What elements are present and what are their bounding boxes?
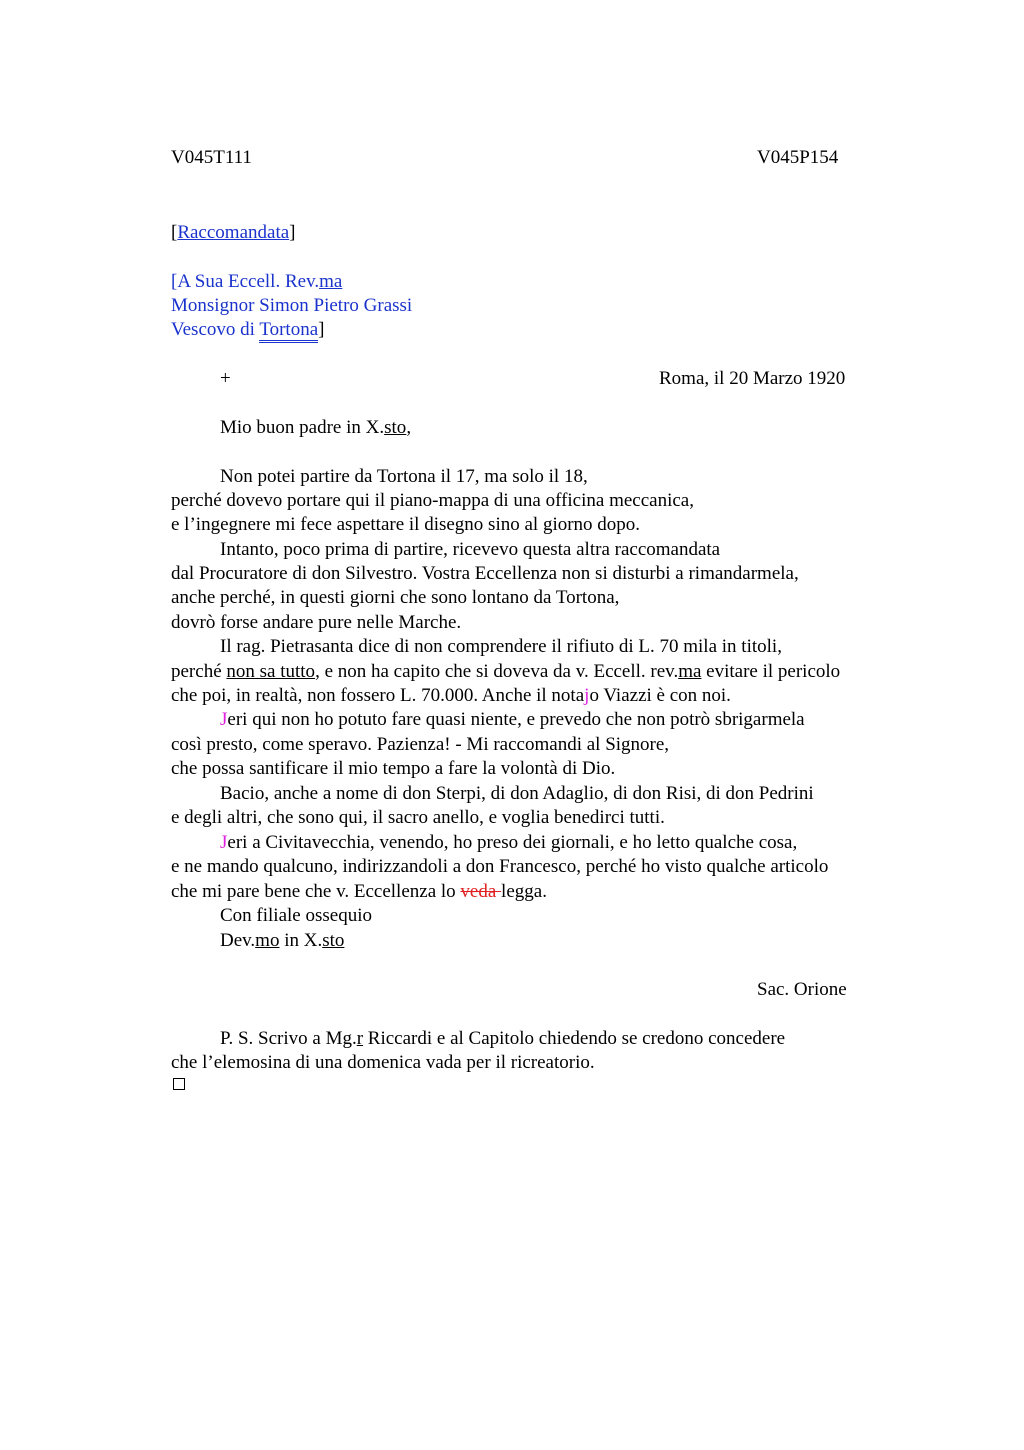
body-line bbox=[171, 660, 840, 684]
body-line: e degli altri, che sono qui, il sacro anello, e voglia benedirci tutti. bbox=[171, 807, 665, 828]
closing-line-1: Con filiale ossequio bbox=[220, 905, 372, 926]
closing-text: Dev. bbox=[220, 930, 256, 951]
struck-word: veda bbox=[460, 881, 502, 902]
closing-abbr: sto bbox=[322, 930, 345, 951]
body-underlined: non sa tutto bbox=[226, 661, 316, 682]
address-line-1 bbox=[171, 270, 342, 294]
body-text: che mi pare bene che v. Eccellenza lo bbox=[171, 881, 461, 902]
body-line: Intanto, poco prima di partire, ricevevo questa altra raccomandata bbox=[220, 539, 721, 560]
body-line: e l’ingegnere mi fece aspettare il disegno sino al giorno dopo. bbox=[171, 514, 641, 535]
registered-word: Raccomandata bbox=[177, 222, 290, 243]
body-text: evitare il pericolo bbox=[701, 661, 841, 682]
postscript-text: Riccardi e al Capitolo chiedendo se credono concedere bbox=[363, 1028, 786, 1049]
closing-line-2 bbox=[220, 929, 344, 953]
body-line: Il rag. Pietrasanta dice di non comprendere il rifiuto di L. 70 mila in titoli, bbox=[220, 636, 782, 657]
body-line: perché dovevo portare qui il piano-mappa di una officina meccanica, bbox=[171, 490, 694, 511]
postscript-text: P. S. Scrivo a Mg. bbox=[220, 1028, 357, 1049]
body-line bbox=[171, 880, 547, 904]
document-code-left: V045T111 bbox=[171, 147, 252, 168]
signature: Sac. Orione bbox=[757, 979, 847, 1000]
body-line: così presto, come speravo. Pazienza! - Mi raccomandi al Signore, bbox=[171, 734, 670, 755]
address-bracket-close: ] bbox=[318, 319, 325, 340]
end-square-mark bbox=[173, 1078, 185, 1090]
body-line: Bacio, anche a nome di don Sterpi, di don Adaglio, di don Risi, di don Pedrini bbox=[220, 783, 814, 804]
body-text: eri qui non ho potuto fare quasi niente, e prevedo che non potrò sbrigarmela bbox=[227, 709, 805, 730]
address-title-abbr: ma bbox=[319, 271, 343, 292]
body-text: perché bbox=[171, 661, 227, 682]
cross-mark: + bbox=[220, 368, 231, 389]
body-line: che possa santificare il mio tempo a fare la volontà di Dio. bbox=[171, 758, 616, 779]
body-line: dovrò forse andare pure nelle Marche. bbox=[171, 612, 462, 633]
body-text: , e non ha capito che si doveva da v. Eccell. rev. bbox=[315, 661, 679, 682]
body-line bbox=[171, 684, 731, 708]
body-line: e ne mando qualcuno, indirizzandoli a don Francesco, perché ho visto qualche articolo bbox=[171, 856, 829, 877]
address-role: Vescovo di bbox=[171, 319, 260, 340]
salutation-end: , bbox=[406, 417, 412, 438]
postscript-abbr: r bbox=[356, 1028, 364, 1049]
body-abbr: ma bbox=[678, 661, 702, 682]
bracket-close: ] bbox=[289, 222, 296, 243]
address-place: Tortona bbox=[259, 319, 318, 343]
postscript-line-2: che l’elemosina di una domenica vada per il ricreatorio. bbox=[171, 1052, 595, 1073]
editorial-correction: j bbox=[584, 685, 590, 706]
body-line bbox=[220, 831, 797, 855]
salutation-abbr: sto bbox=[384, 417, 407, 438]
editorial-correction: J bbox=[220, 709, 228, 730]
body-text: che poi, in realtà, non fossero L. 70.000. Anche il nota bbox=[171, 685, 585, 706]
body-line: dal Procuratore di don Silvestro. Vostra Eccellenza non si disturbi a rimandarmela, bbox=[171, 563, 799, 584]
postscript-line-1 bbox=[220, 1027, 785, 1051]
address-line-2: Monsignor Simon Pietro Grassi bbox=[171, 295, 413, 316]
closing-abbr: mo bbox=[255, 930, 280, 951]
body-text: legga. bbox=[501, 881, 547, 902]
body-text: o Viazzi è con noi. bbox=[589, 685, 731, 706]
salutation-text: Mio buon padre in X. bbox=[220, 417, 385, 438]
address-title: A Sua Eccell. Rev. bbox=[177, 271, 320, 292]
address-bracket-open: [ bbox=[171, 271, 178, 292]
place-date: Roma, il 20 Marzo 1920 bbox=[659, 368, 846, 389]
registered-mark bbox=[171, 221, 296, 245]
closing-text: in X. bbox=[279, 930, 323, 951]
bracket-open: [ bbox=[171, 222, 178, 243]
body-text: eri a Civitavecchia, venendo, ho preso dei giornali, e ho letto qualche cosa, bbox=[227, 832, 798, 853]
body-line: anche perché, in questi giorni che sono lontano da Tortona, bbox=[171, 587, 620, 608]
salutation bbox=[220, 416, 411, 440]
editorial-correction: J bbox=[220, 832, 228, 853]
body-line: Non potei partire da Tortona il 17, ma solo il 18, bbox=[220, 466, 588, 487]
address-line-3 bbox=[171, 318, 324, 342]
document-code-right: V045P154 bbox=[757, 147, 839, 168]
body-line bbox=[220, 708, 805, 732]
